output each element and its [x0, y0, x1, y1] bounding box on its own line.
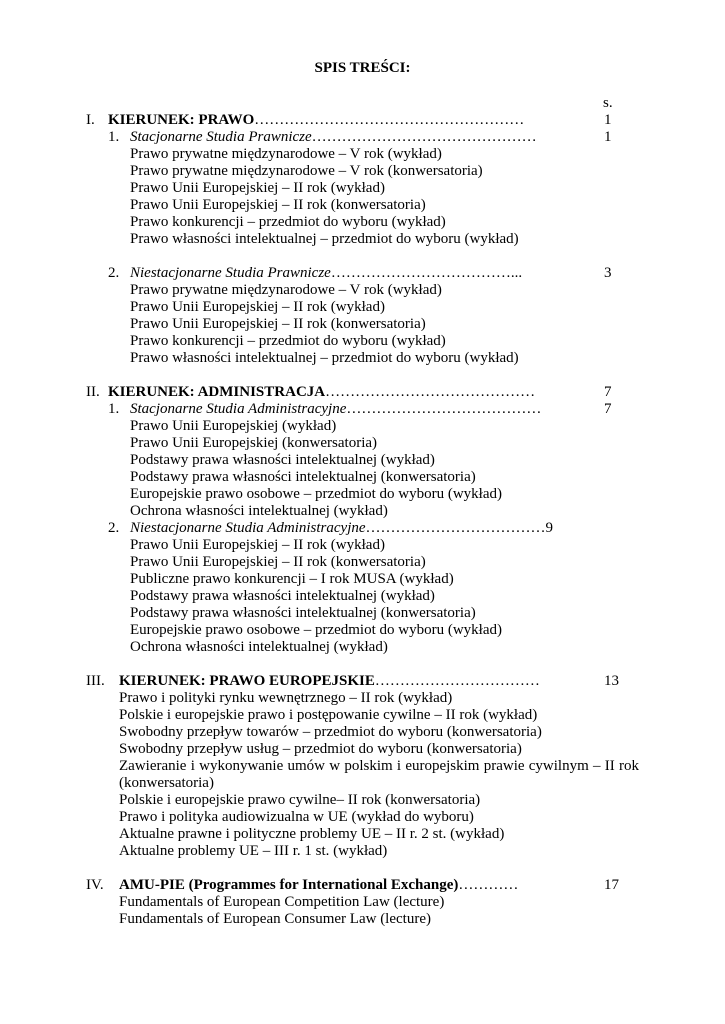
list-item: Prawo i polityka audiowizualna w UE (wykład do wyboru): [119, 809, 474, 825]
subsection-title-text: Stacjonarne Studia Administracyjne: [130, 401, 347, 417]
subsection-title-text: Niestacjonarne Studia Prawnicze: [130, 265, 331, 281]
subsection-title: [130, 520, 553, 537]
list-item: Aktualne problemy UE – III r. 1 st. (wykład): [119, 843, 388, 859]
list-item: Prawo Unii Europejskiej – II rok (konwersatoria): [130, 197, 426, 213]
subsection-number: 2.: [108, 265, 120, 281]
list-item: Fundamentals of European Competition Law (lecture): [119, 894, 445, 910]
section-number: II.: [86, 384, 100, 400]
section-number: IV.: [86, 877, 104, 893]
list-item: Ochrona własności intelektualnej (wykład): [130, 639, 388, 655]
leader-dots: ………………………………………: [311, 129, 537, 145]
subsection-number: 1.: [108, 401, 120, 417]
subsection-title: [130, 265, 522, 282]
page-number: 7: [604, 401, 612, 417]
subsection-title: [130, 401, 541, 418]
list-item: Prawo konkurencji – przedmiot do wyboru (wykład): [130, 333, 446, 349]
section-number: III.: [86, 673, 105, 689]
list-item: Fundamentals of European Consumer Law (lecture): [119, 911, 431, 927]
list-item: Prawo Unii Europejskiej (konwersatoria): [130, 435, 378, 451]
subsection-title-text: Niestacjonarne Studia Administracyjne: [130, 520, 366, 536]
list-item: Prawo Unii Europejskiej – II rok (wykład): [130, 537, 385, 553]
page-number: 13: [604, 673, 619, 689]
page-number: 1: [604, 112, 612, 128]
section-heading-text: KIERUNEK: PRAWO: [108, 112, 255, 128]
list-item: Swobodny przepływ usług – przedmiot do wyboru (konwersatoria): [119, 741, 522, 757]
section-number: I.: [86, 112, 95, 128]
page-title: SPIS TREŚCI:: [314, 60, 411, 76]
list-item: Prawo Unii Europejskiej (wykład): [130, 418, 337, 434]
list-item: Prawo prywatne międzynarodowe – V rok (wykład): [130, 282, 442, 298]
list-item: Aktualne prawne i polityczne problemy UE – II r. 2 st. (wykład): [119, 826, 505, 842]
subsection-number: 2.: [108, 520, 120, 536]
leader-dots: …………: [458, 877, 519, 893]
list-item: Prawo Unii Europejskiej – II rok (wykład): [130, 180, 385, 196]
section-heading-amu-pie: [119, 877, 518, 894]
list-item: Zawieranie i wykonywanie umów w polskim i europejskim prawie cywilnym – II rok (konwersatoria): [119, 758, 639, 791]
list-item: Europejskie prawo osobowe – przedmiot do wyboru (wykład): [130, 622, 502, 638]
subsection-title-text: Stacjonarne Studia Prawnicze: [130, 129, 312, 145]
page-number: 17: [604, 877, 619, 893]
list-item: Prawo i polityki rynku wewnętrznego – II rok (wykład): [119, 690, 453, 706]
leader-dots: ………………………………………………: [254, 112, 525, 128]
list-item: Prawo własności intelektualnej – przedmiot do wyboru (wykład): [130, 350, 519, 366]
list-item: Prawo Unii Europejskiej – II rok (konwersatoria): [130, 316, 426, 332]
list-item: Podstawy prawa własności intelektualnej (konwersatoria): [130, 469, 476, 485]
page-number: 7: [604, 384, 612, 400]
leader-dots: ……………………………: [374, 673, 540, 689]
leader-dots: ………………………………: [365, 520, 546, 536]
list-item: Polskie i europejskie prawo i postępowanie cywilne – II rok (wykład): [119, 707, 538, 723]
section-heading-text: AMU-PIE (Programmes for International Exchange): [119, 877, 459, 893]
list-item: Prawo prywatne międzynarodowe – V rok (wykład): [130, 146, 442, 162]
page-column-label: s.: [603, 95, 613, 111]
list-item: Ochrona własności intelektualnej (wykład): [130, 503, 388, 519]
section-heading-text: KIERUNEK: PRAWO EUROPEJSKIE: [119, 673, 375, 689]
list-item: Prawo Unii Europejskiej – II rok (wykład): [130, 299, 385, 315]
section-heading-administracja: [108, 384, 535, 401]
list-item: Podstawy prawa własności intelektualnej (wykład): [130, 588, 435, 604]
leader-dots: ……………………………………: [325, 384, 536, 400]
page-number: 3: [604, 265, 612, 281]
list-item: Podstawy prawa własności intelektualnej (wykład): [130, 452, 435, 468]
list-item: Polskie i europejskie prawo cywilne– II rok (konwersatoria): [119, 792, 481, 808]
section-heading-prawo: [108, 112, 524, 129]
subsection-title: [130, 129, 537, 146]
page-number: 1: [604, 129, 612, 145]
list-item: Swobodny przepływ towarów – przedmiot do wyboru (konwersatoria): [119, 724, 542, 740]
list-item: Europejskie prawo osobowe – przedmiot do wyboru (wykład): [130, 486, 502, 502]
list-item: Prawo Unii Europejskiej – II rok (konwersatoria): [130, 554, 426, 570]
section-heading-text: KIERUNEK: ADMINISTRACJA: [108, 384, 326, 400]
subsection-number: 1.: [108, 129, 120, 145]
list-item: Podstawy prawa własności intelektualnej (konwersatoria): [130, 605, 476, 621]
list-item: Publiczne prawo konkurencji – I rok MUSA (wykład): [130, 571, 454, 587]
leader-dots: ………………………………...: [330, 265, 523, 281]
section-heading-prawo-europejskie: [119, 673, 540, 690]
leader-dots: …………………………………: [346, 401, 542, 417]
list-item: Prawo własności intelektualnej – przedmiot do wyboru (wykład): [130, 231, 519, 247]
page-number: 9: [545, 520, 554, 536]
list-item: Prawo prywatne międzynarodowe – V rok (konwersatoria): [130, 163, 483, 179]
list-item: Prawo konkurencji – przedmiot do wyboru (wykład): [130, 214, 446, 230]
